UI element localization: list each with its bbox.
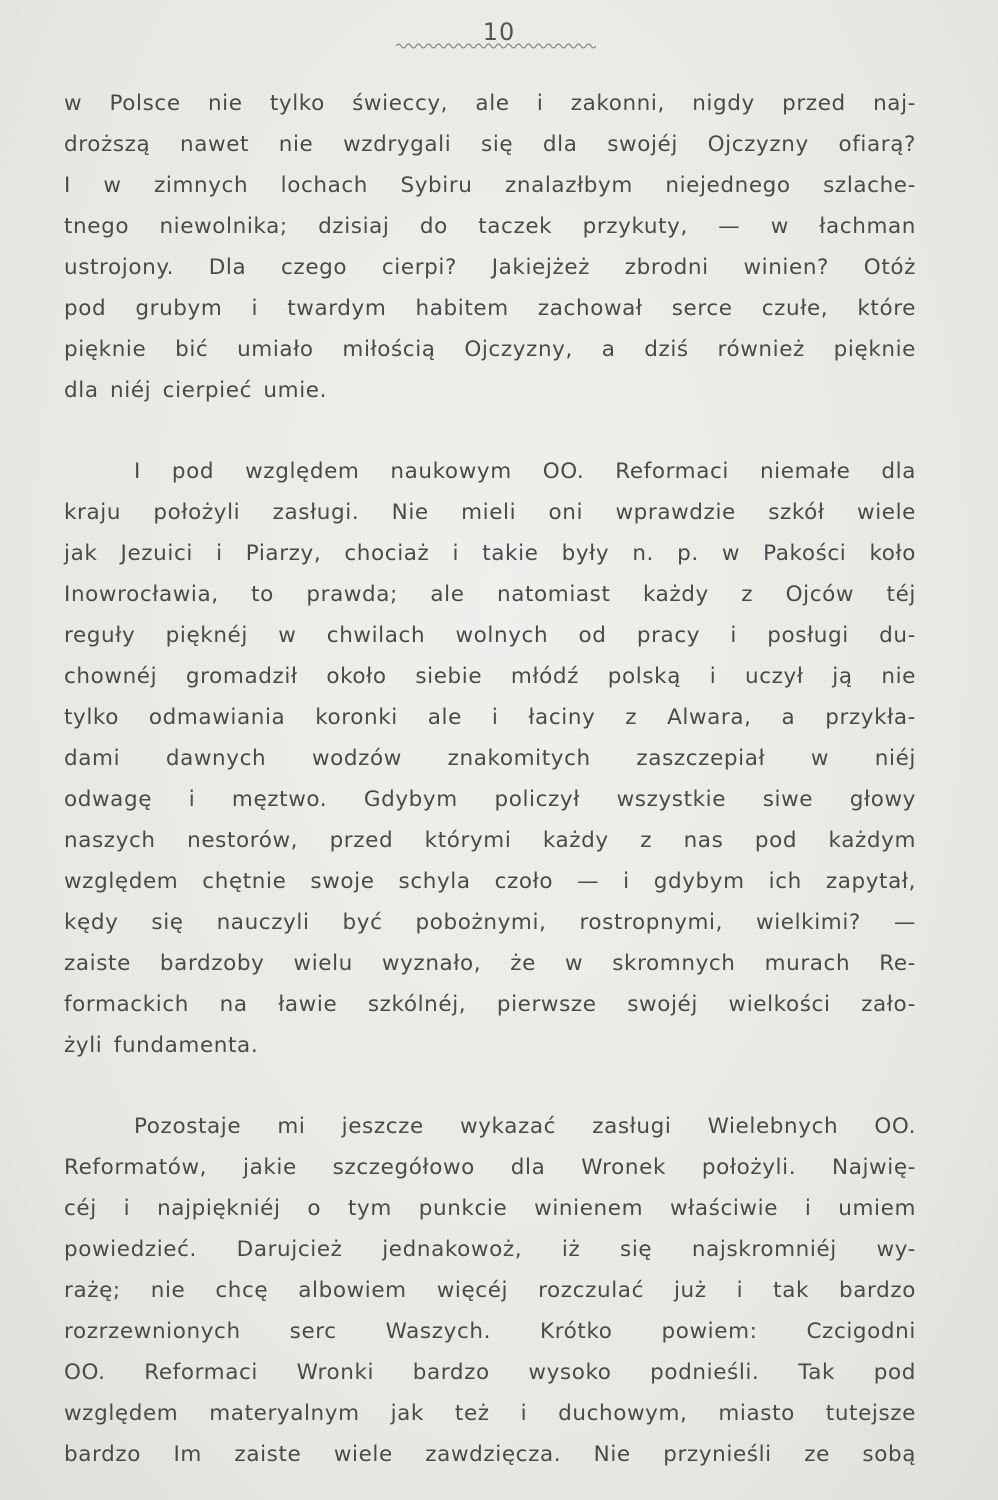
text-line: formackich na ławie szkólnéj, pierwsze swojéj wielkości zało- xyxy=(64,992,916,1017)
text-line: reguły pięknéj w chwilach wolnych od pracy i posługi du- xyxy=(64,623,916,648)
text-line: powiedzieć. Darujcież jednakowoż, iż się najskromniéj wy- xyxy=(64,1237,916,1262)
text-line: I pod względem naukowym OO. Reformaci niemałe dla xyxy=(134,459,916,484)
text-line: zaiste bardzoby wielu wyznało, że w skromnych murach Re- xyxy=(64,951,916,976)
text-line: pięknie bić umiało miłością Ojczyzny, a dziś również pięknie xyxy=(64,337,916,362)
text-line: ustrojony. Dla czego cierpi? Jakiejżeż zbrodni winien? Otóż xyxy=(64,255,916,280)
page-number: 10 xyxy=(482,18,516,46)
text-line: Pozostaje mi jeszcze wykazać zasługi Wielebnych OO. xyxy=(134,1114,916,1139)
text-line: żyli fundamenta. xyxy=(64,1033,259,1058)
text-line: pod grubym i twardym habitem zachował serce czułe, które xyxy=(64,296,916,321)
text-line: odwagę i męztwo. Gdybym policzył wszystkie siwe głowy xyxy=(64,787,916,812)
text-line: w Polsce nie tylko świeccy, ale i zakonni, nigdy przed naj- xyxy=(64,91,916,116)
wavy-rule-ornament xyxy=(396,40,596,52)
text-line: tnego niewolnika; dzisiaj do taczek przykuty, — w łachman xyxy=(64,214,916,239)
paragraph-2 xyxy=(64,451,916,1066)
text-line: dla niéj cierpieć umie. xyxy=(64,378,328,403)
text-line: jak Jezuici i Piarzy, chociaż i takie były n. p. w Pakości koło xyxy=(64,541,916,566)
text-line: bardzo Im zaiste wiele zawdzięcza. Nie przynieśli ze sobą xyxy=(64,1442,916,1467)
paragraph-1 xyxy=(64,83,916,411)
text-line: rozrzewnionych serc Waszych. Krótko powiem: Czcigodni xyxy=(64,1319,916,1344)
paragraph-3 xyxy=(64,1106,916,1475)
text-line: céj i najpiękniéj o tym punkcie winienem właściwie i umiem xyxy=(64,1196,916,1221)
text-line: kraju położyli zasługi. Nie mieli oni wprawdzie szkół wiele xyxy=(64,500,916,525)
text-line: chownéj gromadził około siebie młódź polską i uczył ją nie xyxy=(64,664,916,689)
text-line: kędy się nauczyli być pobożnymi, rostropnymi, wielkimi? — xyxy=(64,910,916,935)
text-line: względem chętnie swoje schyla czoło — i gdybym ich zapytał, xyxy=(64,869,916,894)
text-line: OO. Reformaci Wronki bardzo wysoko podnieśli. Tak pod xyxy=(64,1360,916,1385)
text-line: naszych nestorów, przed którymi każdy z nas pod każdym xyxy=(64,828,916,853)
text-line: droższą nawet nie wzdrygali się dla swojéj Ojczyzny ofiarą? xyxy=(64,132,916,157)
text-line: dami dawnych wodzów znakomitych zaszczepiał w niéj xyxy=(64,746,916,771)
text-line: względem materyalnym jak też i duchowym, miasto tutejsze xyxy=(64,1401,916,1426)
text-line: rażę; nie chcę albowiem więcéj rozczulać już i tak bardzo xyxy=(64,1278,916,1303)
text-line: Reformatów, jakie szczegółowo dla Wronek położyli. Najwię- xyxy=(64,1155,916,1180)
text-line: I w zimnych lochach Sybiru znalazłbym niejednego szlache- xyxy=(64,173,916,198)
text-line: tylko odmawiania koronki ale i łaciny z Alwara, a przykła- xyxy=(64,705,916,730)
text-line: Inowrocławia, to prawda; ale natomiast każdy z Ojców téj xyxy=(64,582,916,607)
